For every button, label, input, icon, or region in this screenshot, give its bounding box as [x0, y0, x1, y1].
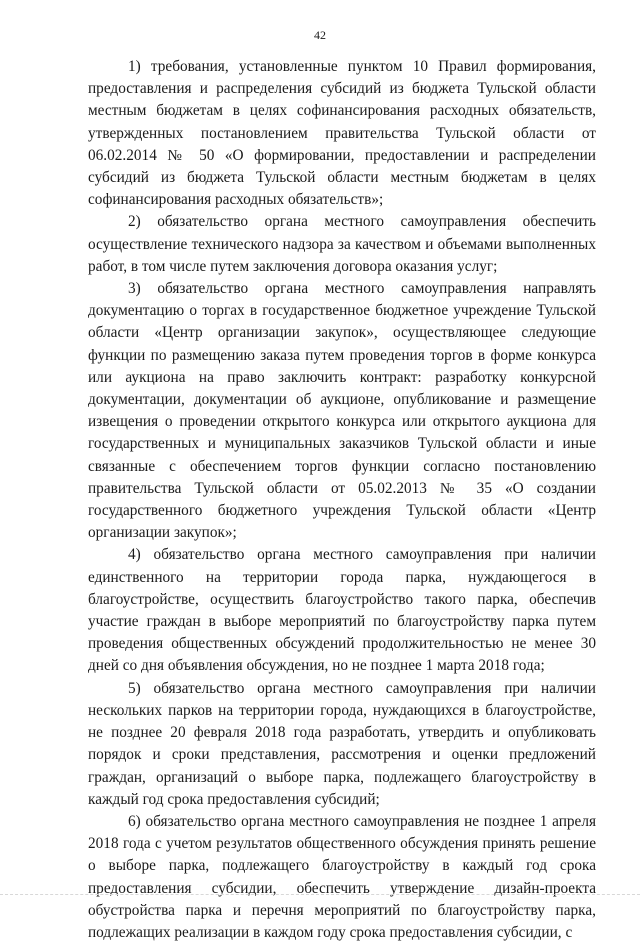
page-number: 42 [314, 28, 326, 42]
document-body [88, 56, 596, 944]
paragraph-item-5: 5) обязательство органа местного самоуправления при наличии нескольких парков на территории города, нуждающихся в благоустройстве, не позднее 20 февраля 2018 года разработать, утвердить и опубликовать порядок и сроки представления, рассмотрения и оценки предложений граждан, организаций о выборе парка, подлежащего благоустройству в каждый год срока предоставления субсидий; [88, 679, 596, 808]
paragraph-item-4: 4) обязательство органа местного самоуправления при наличии единственного на территории города парка, нуждающегося в благоустройстве, осуществить благоустройство такого парка, обеспечив участие граждан в выборе мероприятий по благоустройству парка путем проведения общественных обсуждений продолжительностью не менее 30 дней со дня объявления обсуждения, но не позднее 1 марта 2018 года; [88, 546, 596, 675]
scan-bottom-edge [0, 894, 640, 895]
paragraph-item-1: 1) требования, установленные пунктом 10 Правил формирования, предоставления и распределения субсидий из бюджета Тульской области местным бюджетам в целях софинансирования расходных обязательств, утвержденных постановлением правительства Тульской области от 06.02.2014 № 50 «О формировании, предоставлении и распределении субсидий из бюджета Тульской области местным бюджетам в целях софинансирования расходных обязательств»; [88, 58, 596, 209]
paragraph-item-3: 3) обязательство органа местного самоуправления направлять документацию о торгах в государственное бюджетное учреждение Тульской области «Центр организации закупок», осуществляющее следующие функции по размещению заказа путем проведения торгов в форме конкурса или аукциона на право заключить контракт: разработку конкурсной документации, документации об аукционе, опубликование и размещение извещения о проведении открытого конкурса или открытого аукциона для государственных и муниципальных заказчиков Тульской области и иные связанные с обеспечением торгов функции согласно постановлению правительства Тульской области от 05.02.2013 № 35 «О создании государственного бюджетного учреждения Тульской области «Центр организации закупок»; [88, 280, 596, 542]
paragraph-item-2: 2) обязательство органа местного самоуправления обеспечить осуществление технического надзора за качеством и объемами выполненных работ, в том числе путем заключения договора оказания услуг; [88, 213, 596, 275]
paragraph-item-6: 6) обязательство органа местного самоуправления не позднее 1 апреля 2018 года с учетом результатов общественного обсуждения принять решение о выборе парка, подлежащего благоустройству в каждый год срока предоставления субсидии, обеспечить утверждение дизайн-проекта обустройства парка и перечня мероприятий по благоустройству парка, подлежащих реализации в каждом году срока предоставления субсидии, с [88, 812, 596, 941]
